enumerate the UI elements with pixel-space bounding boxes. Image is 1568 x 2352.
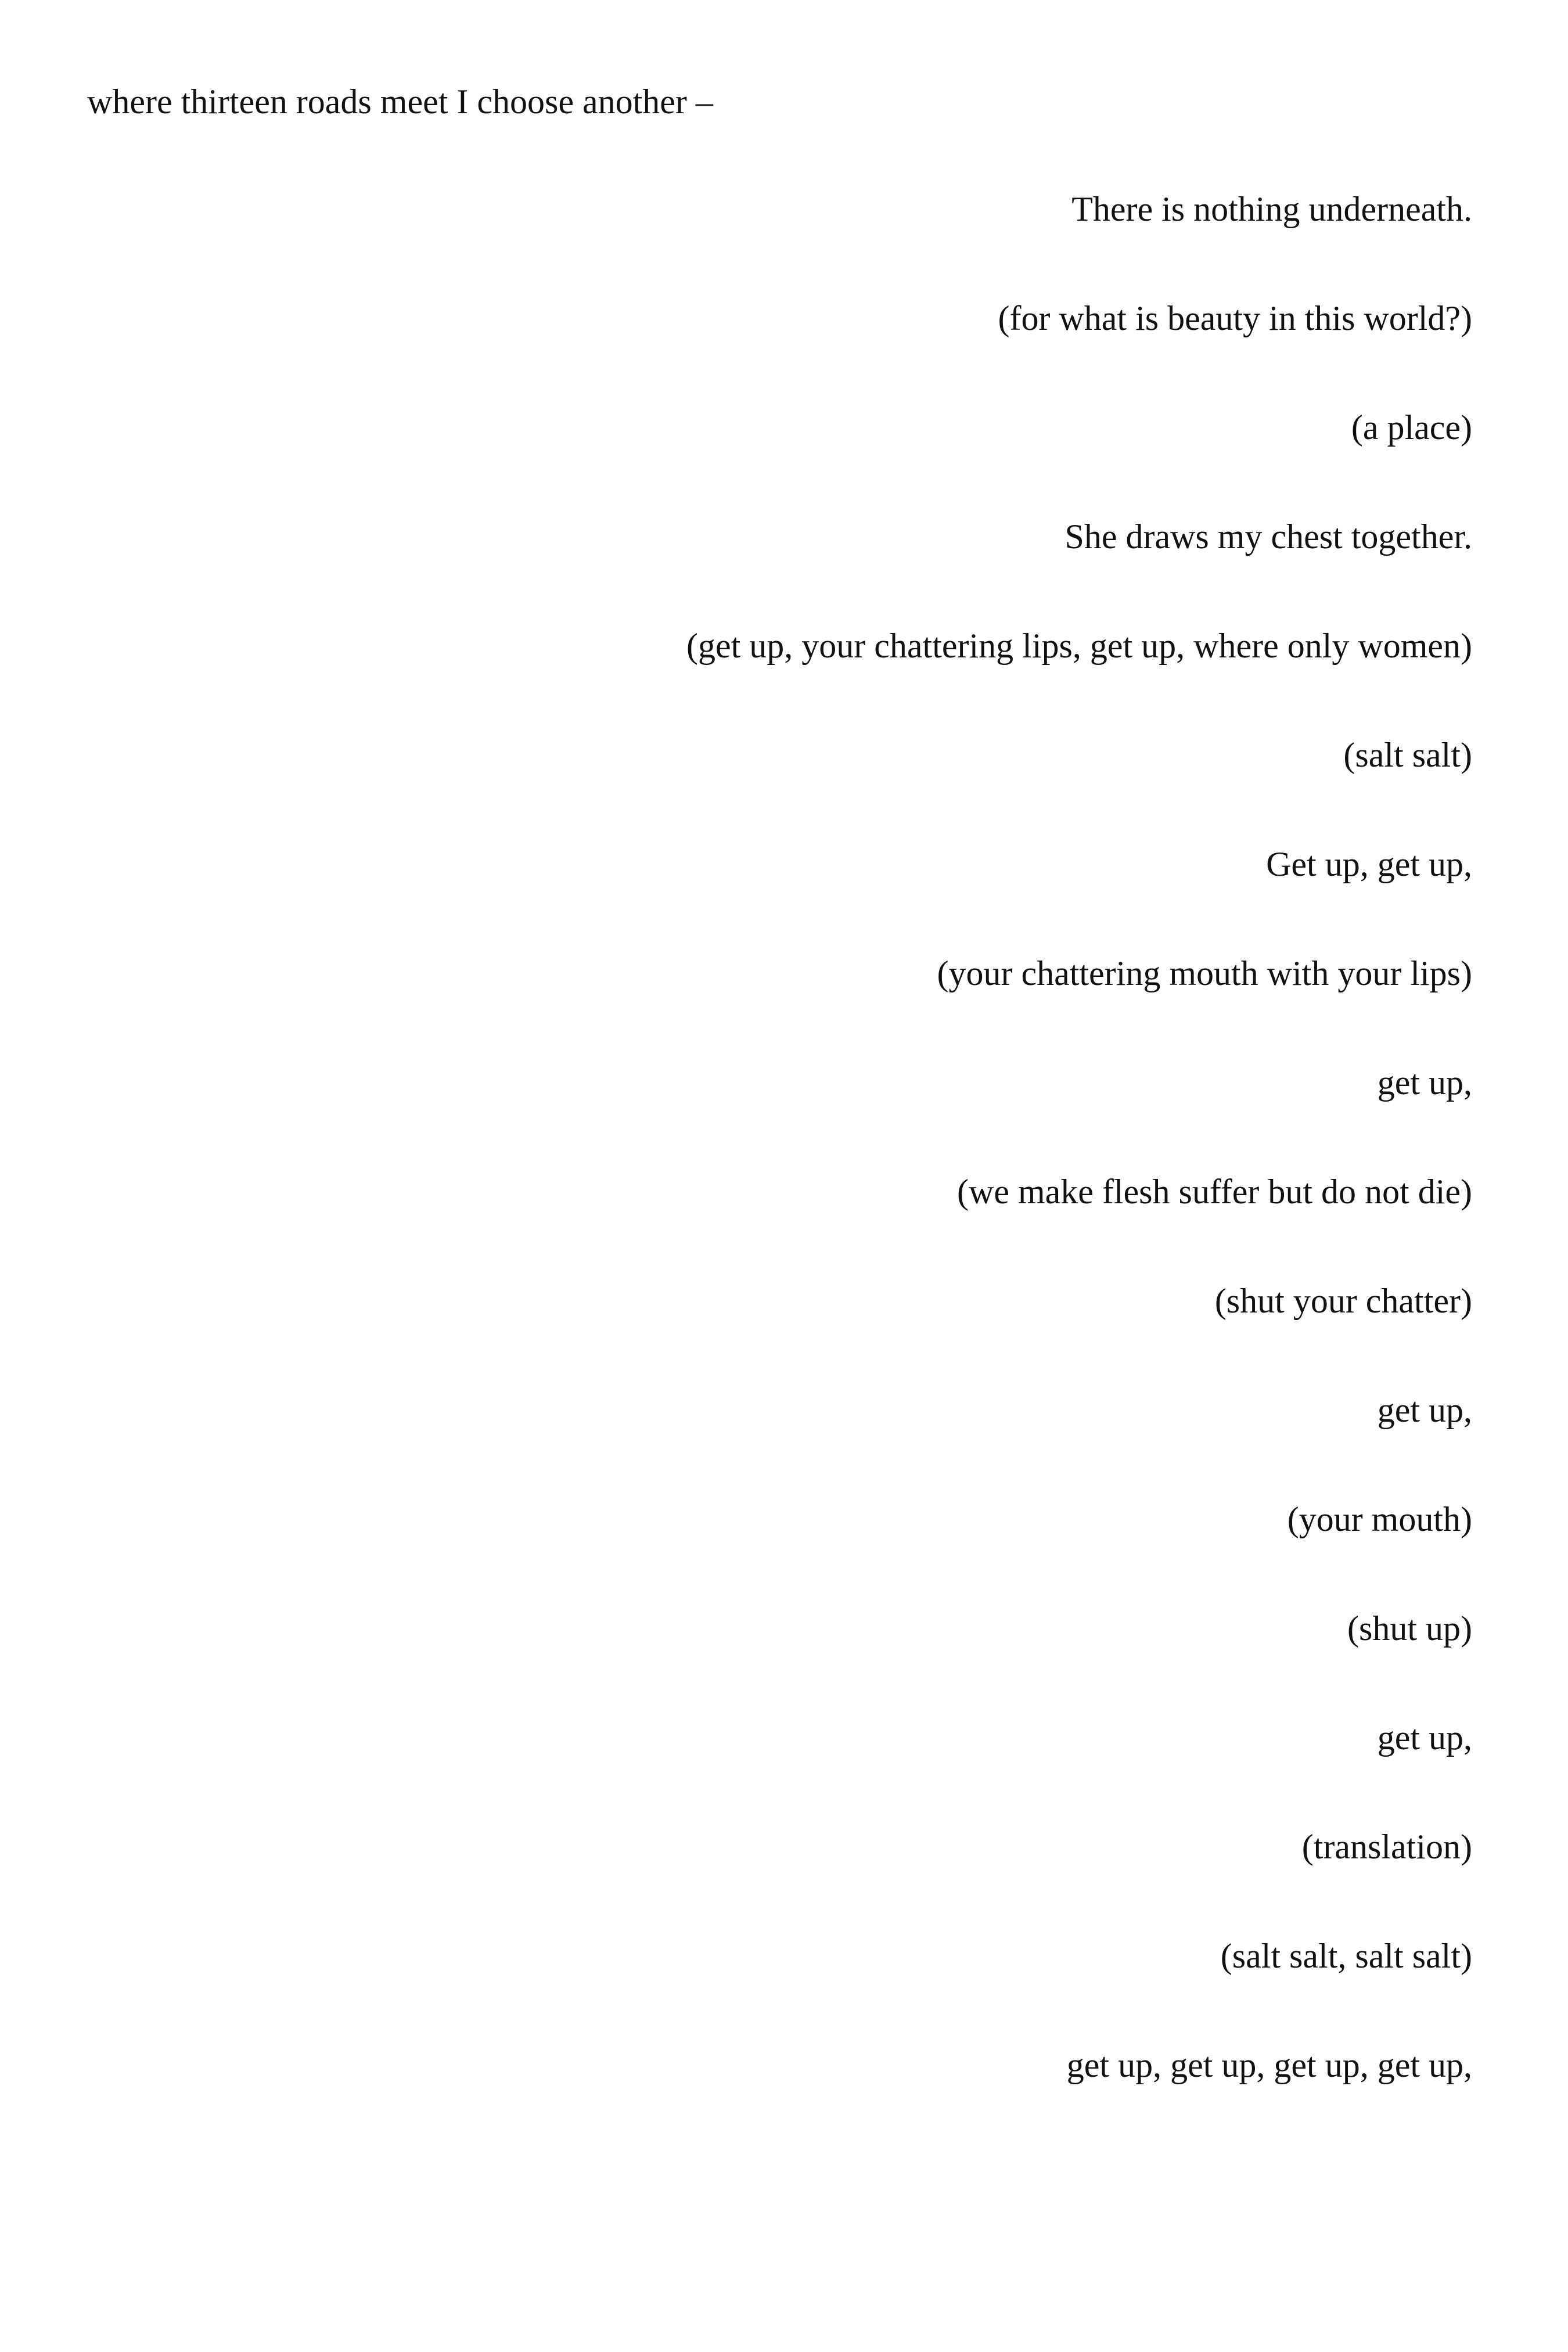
poem-line: (salt salt) — [1343, 736, 1472, 774]
poem-line: Get up, get up, — [1266, 845, 1472, 883]
poem-line: (for what is beauty in this world?) — [998, 299, 1472, 337]
poem-line: (we make flesh suffer but do not die) — [957, 1173, 1472, 1211]
poem-line: (your chattering mouth with your lips) — [937, 954, 1472, 992]
poem-line: get up, — [1377, 1063, 1472, 1102]
poem-lines — [78, 186, 1472, 2151]
poem-line: get up, get up, get up, get up, — [1066, 2046, 1472, 2084]
poem-line: (a place) — [1351, 408, 1472, 447]
poem-line: (shut your chatter) — [1214, 1282, 1472, 1320]
poem-line: There is nothing underneath. — [1071, 190, 1472, 228]
opening-line: where thirteen roads meet I choose another – — [87, 82, 713, 121]
poem-line: (get up, your chattering lips, get up, where only women) — [686, 627, 1472, 665]
poem-line: She draws my chest together. — [1064, 517, 1472, 556]
poem-line: (salt salt, salt salt) — [1220, 1937, 1472, 1975]
poem-line: get up, — [1377, 1718, 1472, 1757]
poem-line: (shut up) — [1347, 1609, 1472, 1648]
poem-line: get up, — [1377, 1391, 1472, 1429]
poem-line: (your mouth) — [1287, 1500, 1472, 1538]
poem-line: (translation) — [1301, 1828, 1472, 1866]
